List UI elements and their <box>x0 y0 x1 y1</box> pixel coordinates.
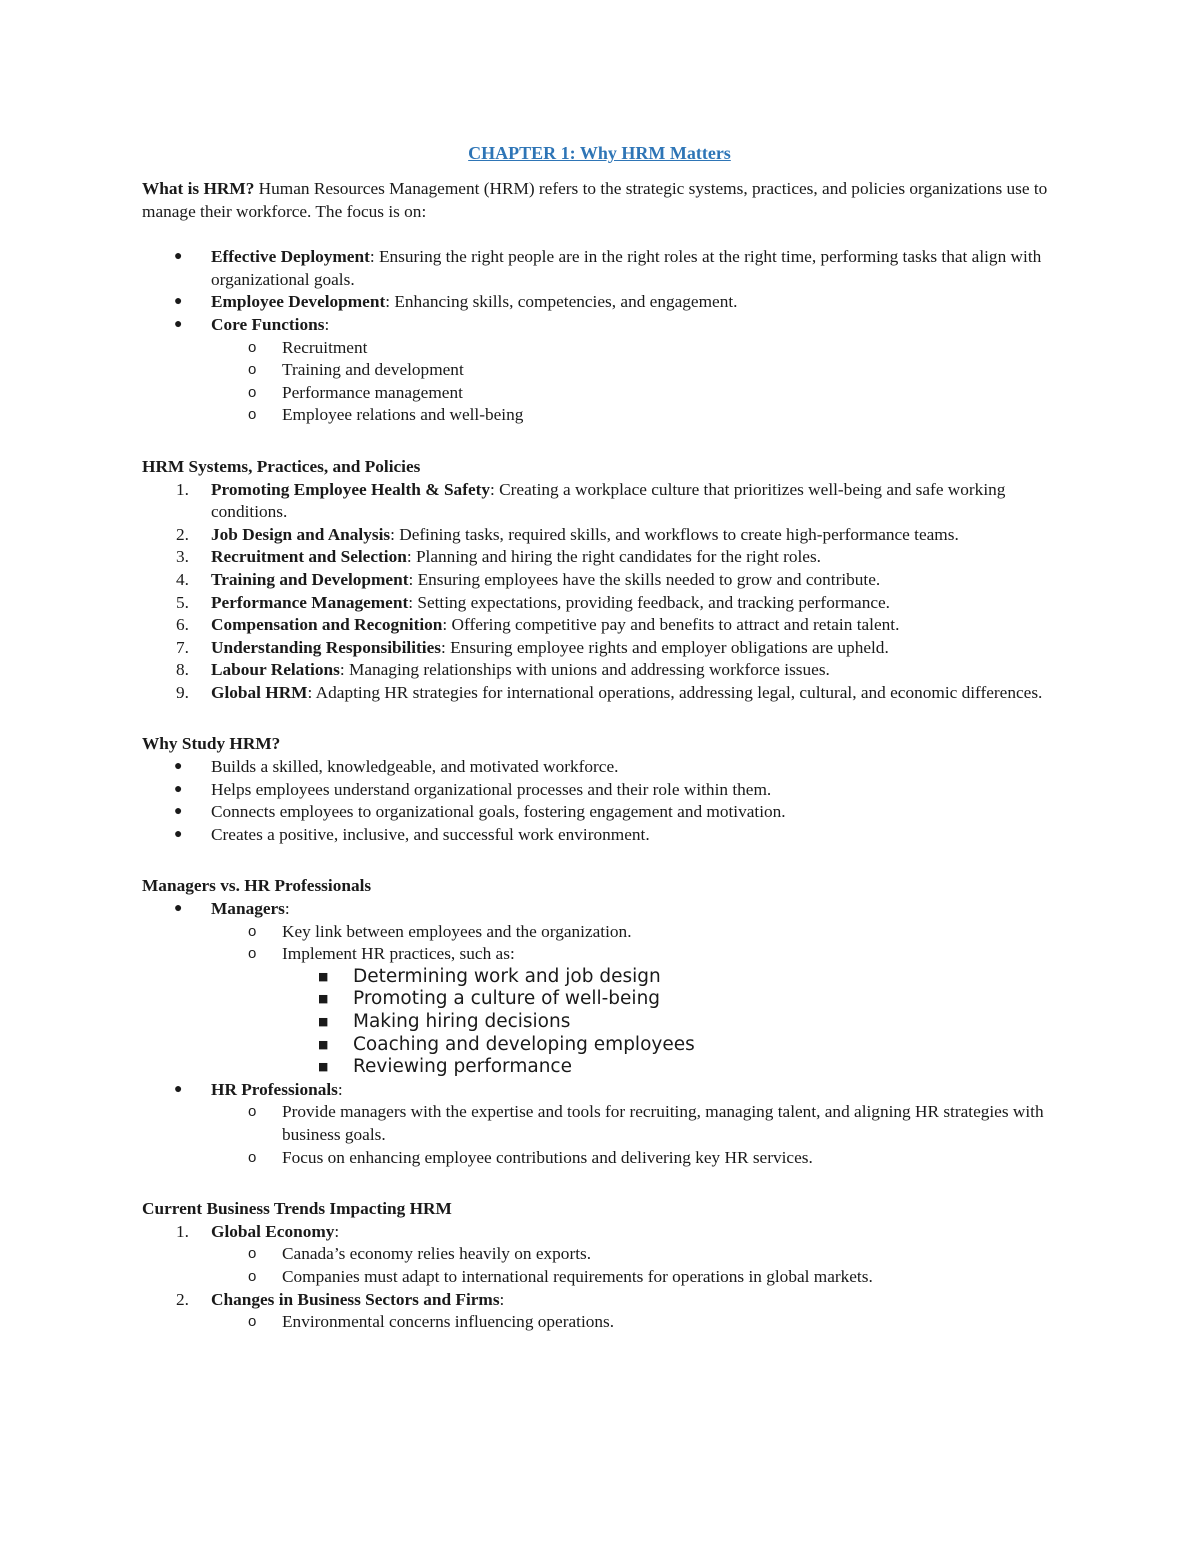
item-term: Global Economy <box>211 1221 335 1241</box>
item-text: Focus on enhancing employee contributions and delivering key HR services. <box>282 1147 813 1167</box>
section-heading-why: Why Study HRM? <box>142 734 281 754</box>
item-text: Promoting a culture of well-being <box>353 988 661 1010</box>
circle-bullet-icon: o <box>248 945 257 963</box>
item-text: : Ensuring the right people are in the right roles at the right time, performing tasks that align with organizational goals. <box>211 247 1042 289</box>
item-term: Understanding Responsibilities <box>211 637 441 657</box>
bullet-icon: ● <box>174 826 183 842</box>
bullet-icon: ● <box>174 901 183 917</box>
list-item <box>142 682 1057 705</box>
circle-bullet-icon: o <box>248 1103 257 1121</box>
circle-bullet-icon: o <box>248 1245 257 1263</box>
item-text: Provide managers with the expertise and tools for recruiting, managing talent, and aligning HR strategies with business goals. <box>282 1102 1044 1144</box>
trends-list <box>142 1221 1057 1334</box>
item-number: 6. <box>176 615 189 635</box>
item-text: Key link between employees and the organization. <box>282 921 632 941</box>
list-item <box>142 614 1057 637</box>
list-item <box>142 246 1057 291</box>
item-text: Builds a skilled, knowledgeable, and motivated workforce. <box>211 757 619 777</box>
item-text: : Enhancing skills, competencies, and engagement. <box>385 292 738 312</box>
intro-paragraph <box>142 178 1057 223</box>
circle-bullet-icon: o <box>248 383 257 401</box>
item-text: Companies must adapt to international requirements for operations in global markets. <box>282 1266 873 1286</box>
list-item <box>142 921 1057 944</box>
item-text: : <box>334 1221 340 1241</box>
item-text: : <box>499 1289 505 1309</box>
list-item <box>142 546 1057 569</box>
bullet-icon: ● <box>174 249 183 265</box>
item-text: : Ensuring employee rights and employer obligations are upheld. <box>441 637 889 657</box>
list-item <box>142 801 1057 824</box>
item-text: Training and development <box>282 360 464 380</box>
list-item <box>142 1221 1057 1244</box>
item-text: : Adapting HR strategies for international operations, addressing legal, cultural, and economic differences. <box>307 682 1043 702</box>
item-number: 1. <box>176 1221 189 1241</box>
circle-bullet-icon: o <box>248 406 257 424</box>
list-item <box>142 569 1057 592</box>
list-item <box>142 1266 1057 1289</box>
list-item <box>142 479 1057 524</box>
list-item <box>142 337 1057 360</box>
item-term: Compensation and Recognition <box>211 615 443 635</box>
item-text: Performance management <box>282 382 463 402</box>
item-number: 1. <box>176 479 189 499</box>
item-text: : Managing relationships with unions and addressing workforce issues. <box>339 660 830 680</box>
item-term: Effective Deployment <box>211 247 370 267</box>
list-item <box>142 359 1057 382</box>
section-heading-trends: Current Business Trends Impacting HRM <box>142 1199 452 1219</box>
item-text: Coaching and developing employees <box>353 1033 695 1055</box>
systems-list <box>142 479 1057 705</box>
item-text: : Defining tasks, required skills, and workflows to create high-performance teams. <box>390 524 959 544</box>
item-term: Training and Development <box>211 569 409 589</box>
list-item <box>142 1011 1057 1034</box>
list-item <box>142 824 1057 847</box>
list-item <box>142 1147 1057 1170</box>
list-item <box>142 966 1057 989</box>
bullet-icon: ● <box>174 1081 183 1097</box>
bullet-icon: ● <box>174 759 183 775</box>
item-number: 2. <box>176 524 189 544</box>
item-term: Employee Development <box>211 292 386 312</box>
bullet-icon: ● <box>174 316 183 332</box>
list-item <box>142 898 1057 921</box>
item-text: Environmental concerns influencing operations. <box>282 1312 615 1332</box>
circle-bullet-icon: o <box>248 361 257 379</box>
bullet-icon: ● <box>174 294 183 310</box>
list-item <box>142 314 1057 337</box>
section-heading-managers: Managers vs. HR Professionals <box>142 876 372 896</box>
list-item <box>142 1034 1057 1057</box>
square-bullet-icon: ■ <box>318 1015 329 1028</box>
item-number: 9. <box>176 682 189 702</box>
circle-bullet-icon: o <box>248 922 257 940</box>
list-item <box>142 1311 1057 1334</box>
list-item <box>142 1056 1057 1079</box>
why-list <box>142 756 1057 846</box>
item-number: 7. <box>176 637 189 657</box>
square-bullet-icon: ■ <box>318 1060 329 1074</box>
intro-lead: What is HRM? <box>142 179 255 198</box>
section-heading-systems: HRM Systems, Practices, and Policies <box>142 456 421 476</box>
item-text: Canada’s economy relies heavily on exports. <box>282 1244 592 1264</box>
list-item <box>142 1101 1057 1146</box>
item-text: Connects employees to organizational goals, fostering engagement and motivation. <box>211 802 786 822</box>
bullet-icon: ● <box>174 781 183 797</box>
list-item <box>142 1243 1057 1266</box>
item-text: : Setting expectations, providing feedback, and tracking performance. <box>408 592 891 612</box>
list-item <box>142 779 1057 802</box>
list-item <box>142 291 1057 314</box>
item-number: 2. <box>176 1289 189 1309</box>
chapter-title: CHAPTER 1: Why HRM Matters <box>468 143 731 163</box>
item-term: Labour Relations <box>211 660 340 680</box>
item-text: Creates a positive, inclusive, and successful work environment. <box>211 824 650 844</box>
item-term: Managers <box>211 899 285 919</box>
list-item <box>142 404 1057 427</box>
item-term: Recruitment and Selection <box>211 547 407 567</box>
focus-list <box>142 246 1057 427</box>
intro-text: Human Resources Management (HRM) refers to the strategic systems, practices, and policies organizations use to manage their workforce. The focus is on: <box>142 179 1048 221</box>
list-item <box>142 988 1057 1011</box>
list-item <box>142 382 1057 405</box>
item-text: Reviewing performance <box>353 1056 572 1078</box>
item-text: Determining work and job design <box>353 965 661 987</box>
item-text: Helps employees understand organizational processes and their role within them. <box>211 779 772 799</box>
item-term: HR Professionals <box>211 1079 338 1099</box>
item-term: Core Functions <box>211 314 325 334</box>
item-text: : <box>337 1079 343 1099</box>
circle-bullet-icon: o <box>248 1313 257 1331</box>
item-text: : Creating a workplace culture that prioritizes well-being and safe working conditions. <box>211 479 1006 522</box>
item-term: Job Design and Analysis <box>211 524 391 544</box>
list-item <box>142 659 1057 682</box>
list-item <box>142 1289 1057 1312</box>
item-text: : Planning and hiring the right candidates for the right roles. <box>406 547 822 567</box>
item-text: Recruitment <box>282 337 368 357</box>
item-text: Making hiring decisions <box>353 1011 571 1032</box>
document-page <box>142 141 1057 1334</box>
item-term: Global HRM <box>211 682 308 702</box>
square-bullet-icon: ■ <box>318 992 329 1006</box>
item-text: : <box>324 314 330 334</box>
list-item <box>142 756 1057 779</box>
item-text: Employee relations and well-being <box>282 405 524 425</box>
managers-list <box>142 898 1057 1169</box>
square-bullet-icon: ■ <box>318 969 329 983</box>
circle-bullet-icon: o <box>248 338 257 356</box>
bullet-icon: ● <box>174 804 183 820</box>
item-number: 4. <box>176 569 189 589</box>
circle-bullet-icon: o <box>248 1148 257 1166</box>
item-text: : <box>284 899 290 919</box>
circle-bullet-icon: o <box>248 1267 257 1285</box>
list-item <box>142 943 1057 966</box>
item-number: 3. <box>176 547 189 567</box>
item-text: : Ensuring employees have the skills needed to grow and contribute. <box>408 569 881 589</box>
square-bullet-icon: ■ <box>318 1037 329 1051</box>
item-term: Performance Management <box>211 592 409 612</box>
item-term: Changes in Business Sectors and Firms <box>211 1289 500 1309</box>
item-text: : Offering competitive pay and benefits to attract and retain talent. <box>442 615 900 635</box>
item-text: Implement HR practices, such as: <box>282 944 515 964</box>
list-item <box>142 637 1057 660</box>
item-number: 8. <box>176 660 189 680</box>
item-term: Promoting Employee Health & Safety <box>211 479 491 499</box>
list-item <box>142 524 1057 547</box>
item-number: 5. <box>176 592 189 612</box>
list-item <box>142 592 1057 615</box>
list-item <box>142 1079 1057 1102</box>
